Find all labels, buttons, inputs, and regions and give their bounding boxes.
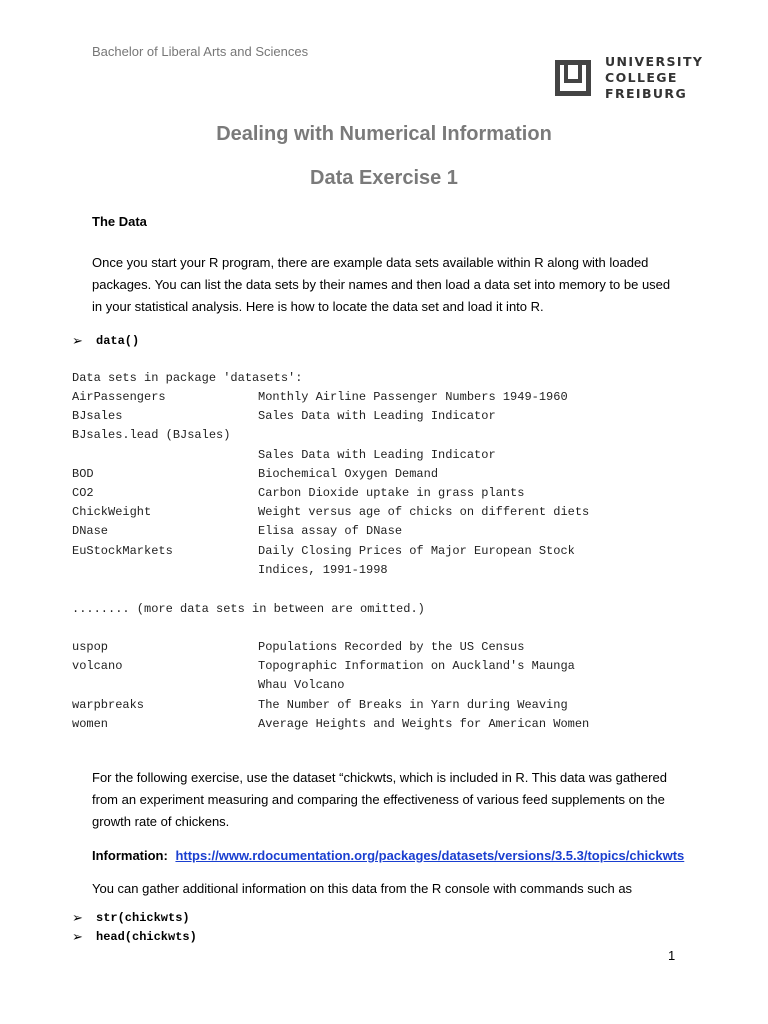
- rdocumentation-link[interactable]: https://www.rdocumentation.org/packages/datasets/versions/3.5.3/topics/chickwts: [175, 848, 685, 863]
- dataset-description: The Number of Breaks in Yarn during Weaving: [258, 697, 568, 712]
- university-logo-text: [605, 54, 703, 102]
- exercise-paragraph: For the following exercise, use the dataset “chickwts, which is included in R. This data was gathered from an experiment measuring and comparing the effectiveness of various feed supplements on the growth rate of chickens.: [92, 770, 667, 829]
- dataset-name: CO2: [72, 486, 94, 500]
- dataset-name: warpbreaks: [72, 697, 145, 712]
- command-code: head(chickwts): [96, 930, 197, 944]
- command-data: [72, 333, 139, 349]
- dataset-description: Average Heights and Weights for American Women: [258, 716, 590, 731]
- dataset-description: Weight versus age of chicks on different diets: [258, 505, 590, 520]
- dataset-name: EuStockMarkets: [72, 543, 173, 558]
- command-code: str(chickwts): [96, 911, 190, 925]
- logo-line-3: FREIBURG: [605, 86, 688, 101]
- console-paragraph: You can gather additional information on this data from the R console with commands such as: [92, 881, 633, 896]
- document-title: Dealing with Numerical Information: [216, 123, 552, 145]
- dataset-description: Whau Volcano: [258, 678, 345, 693]
- dataset-description: Biochemical Oxygen Demand: [258, 466, 439, 481]
- arrow-bullet-icon: ➢: [72, 333, 83, 348]
- dataset-name: BJsales.lead (BJsales): [72, 428, 231, 443]
- dataset-name: BJsales: [72, 409, 123, 424]
- logo-line-2: COLLEGE: [605, 70, 678, 85]
- dataset-description: Indices, 1991-1998: [258, 562, 388, 577]
- document-subtitle: Data Exercise 1: [310, 167, 458, 189]
- arrow-bullet-icon: ➢: [72, 910, 83, 925]
- dataset-name: ChickWeight: [72, 505, 152, 520]
- intro-paragraph: Once you start your R program, there are example data sets available within R along with loaded packages. You can list the data sets by their names and then load a data set into memory to be used in your statistical analysis. Here is how to locate the data set and load it into R.: [92, 255, 671, 314]
- arrow-bullet-icon: ➢: [72, 929, 83, 944]
- page-number: 1: [668, 948, 676, 963]
- dataset-description: Populations Recorded by the US Census: [258, 640, 525, 654]
- information-label: Information:: [92, 848, 168, 863]
- dataset-description: Sales Data with Leading Indicator: [258, 447, 496, 462]
- dataset-description: Carbon Dioxide uptake in grass plants: [258, 486, 525, 500]
- dataset-description: Monthly Airline Passenger Numbers 1949-1960: [258, 390, 568, 404]
- dataset-description: Elisa assay of DNase: [258, 524, 403, 539]
- university-logo: [555, 54, 703, 102]
- omitted-note: ........ (more data sets in between are omitted.): [72, 602, 425, 616]
- dataset-name: women: [72, 716, 109, 731]
- dataset-name: AirPassengers: [72, 390, 166, 404]
- program-header: Bachelor of Liberal Arts and Sciences: [92, 44, 309, 59]
- dataset-name: BOD: [72, 466, 94, 481]
- command-code: data(): [96, 334, 140, 348]
- dataset-description: Daily Closing Prices of Major European Stock: [258, 543, 575, 558]
- dataset-name: volcano: [72, 659, 123, 674]
- command-head: [72, 929, 197, 945]
- dataset-name: uspop: [72, 640, 109, 654]
- dataset-name: DNase: [72, 524, 109, 539]
- information-line: [92, 848, 684, 863]
- dataset-description: Sales Data with Leading Indicator: [258, 409, 496, 424]
- section-heading: The Data: [92, 214, 147, 229]
- university-logo-icon: [555, 60, 591, 96]
- logo-line-1: UNIVERSITY: [605, 54, 704, 69]
- dataset-description: Topographic Information on Auckland's Maunga: [258, 659, 575, 674]
- command-str: [72, 910, 190, 926]
- output-header: Data sets in package 'datasets':: [72, 371, 303, 385]
